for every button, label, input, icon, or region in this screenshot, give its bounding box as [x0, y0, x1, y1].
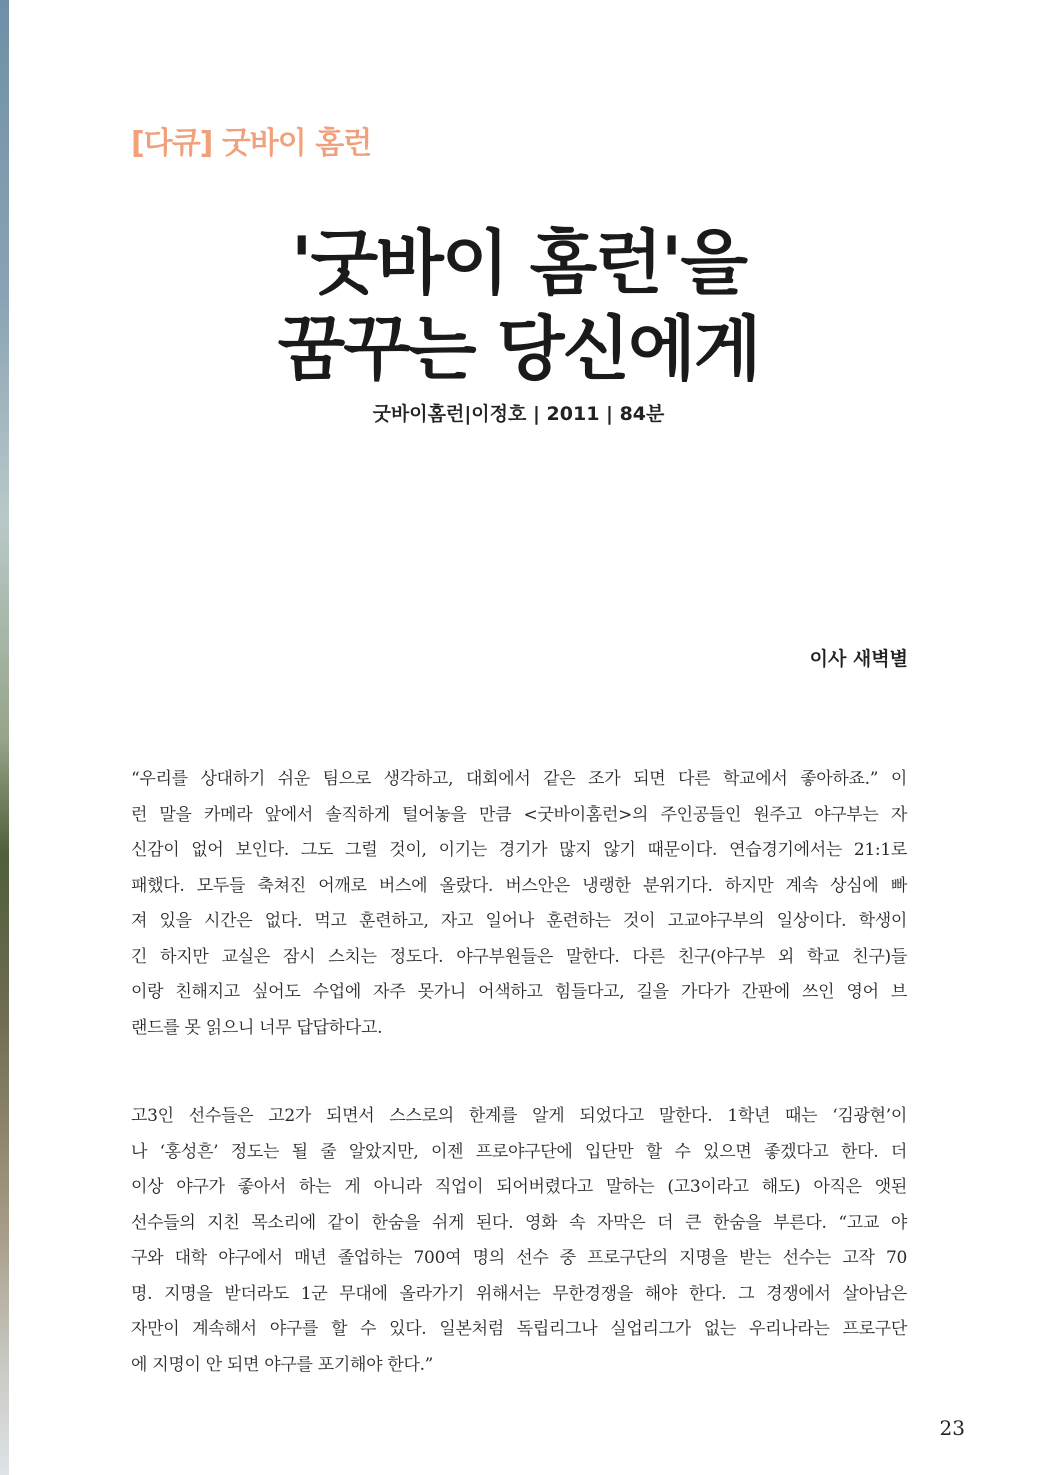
paragraph-line: “우리를 상대하기 쉬운 팀으로 생각하고, 대회에서 같은 조가 되면 다른 학교에서 좋아하죠.” 이 — [131, 769, 907, 789]
paragraph-line: 고3인 선수들은 고2가 되면서 스스로의 한계를 알게 되었다고 말한다. 1학년 때는 ‘김광현’이 — [131, 1106, 907, 1126]
paragraph-line: 런 말을 카메라 앞에서 솔직하게 털어놓을 만큼 <굿바이홈런>의 주인공들인 원주고 야구부는 자 — [131, 804, 907, 825]
paragraph-line: 신감이 없어 보인다. 그도 그럴 것이, 이기는 경기가 많지 않기 때문이다. 연습경기에서는 21:1로 — [131, 840, 907, 860]
paragraph-line: 이랑 친해지고 싶어도 수업에 자주 못가니 어색하고 힘들다고, 길을 가다가 간판에 쓰인 영어 브 — [131, 982, 907, 1002]
paragraph-line: 선수들의 지친 목소리에 같이 한숨을 쉬게 된다. 영화 속 자막은 더 큰 한숨을 부른다. “고교 야 — [131, 1212, 907, 1233]
author-byline: 이사 새벽별 — [809, 648, 908, 670]
section-label: [다큐] 굿바이 홈런 — [131, 126, 372, 161]
film-info: 굿바이홈런|이정호 | 2011 | 84분 — [372, 403, 665, 425]
article-title-line-1: '굿바이 홈런'을 — [291, 222, 746, 304]
paragraph-line: 에 지명이 안 되면 야구를 포기해야 한다.” — [131, 1354, 434, 1375]
article-title-line-2: 꿈꾸는 당신에게 — [277, 308, 760, 390]
paragraph-line: 긴 하지만 교실은 잠시 스치는 정도다. 야구부원들은 말한다. 다른 친구(야구부 외 학교 친구)들 — [131, 946, 907, 967]
article-title — [0, 220, 1037, 392]
paragraph-line: 구와 대학 야구에서 매년 졸업하는 700여 명의 선수 중 프로구단의 지명을 받는 선수는 고작 70 — [131, 1248, 907, 1268]
paragraph-line: 자만이 계속해서 야구를 할 수 있다. 일본처럼 독립리그나 실업리그가 없는 우리나라는 프로구단 — [131, 1319, 907, 1339]
body-paragraph-1 — [131, 762, 907, 1046]
page-number: 23 — [939, 1416, 965, 1440]
paragraph-line: 져 있을 시간은 없다. 먹고 훈련하고, 자고 일어나 훈련하는 것이 고교야구부의 일상이다. 학생이 — [131, 911, 907, 931]
paragraph-line: 나 ‘홍성흔’ 정도는 될 줄 알았지만, 이젠 프로야구단에 입단만 할 수 있으면 좋겠다고 한다. 더 — [131, 1141, 907, 1162]
paragraph-line: 랜드를 못 읽으니 너무 답답하다고. — [131, 1017, 383, 1038]
paragraph-line: 명. 지명을 받더라도 1군 무대에 올라가기 위해서는 무한경쟁을 해야 한다. 그 경쟁에서 살아남은 — [131, 1283, 907, 1304]
body-paragraph-2 — [131, 1099, 907, 1383]
paragraph-line: 이상 야구가 좋아서 하는 게 아니라 직업이 되어버렸다고 말하는 (고3이라고 해도) 아직은 앳된 — [131, 1177, 907, 1197]
paragraph-line: 패했다. 모두들 축쳐진 어깨로 버스에 올랐다. 버스안은 냉랭한 분위기다. 하지만 계속 상심에 빠 — [131, 875, 907, 896]
